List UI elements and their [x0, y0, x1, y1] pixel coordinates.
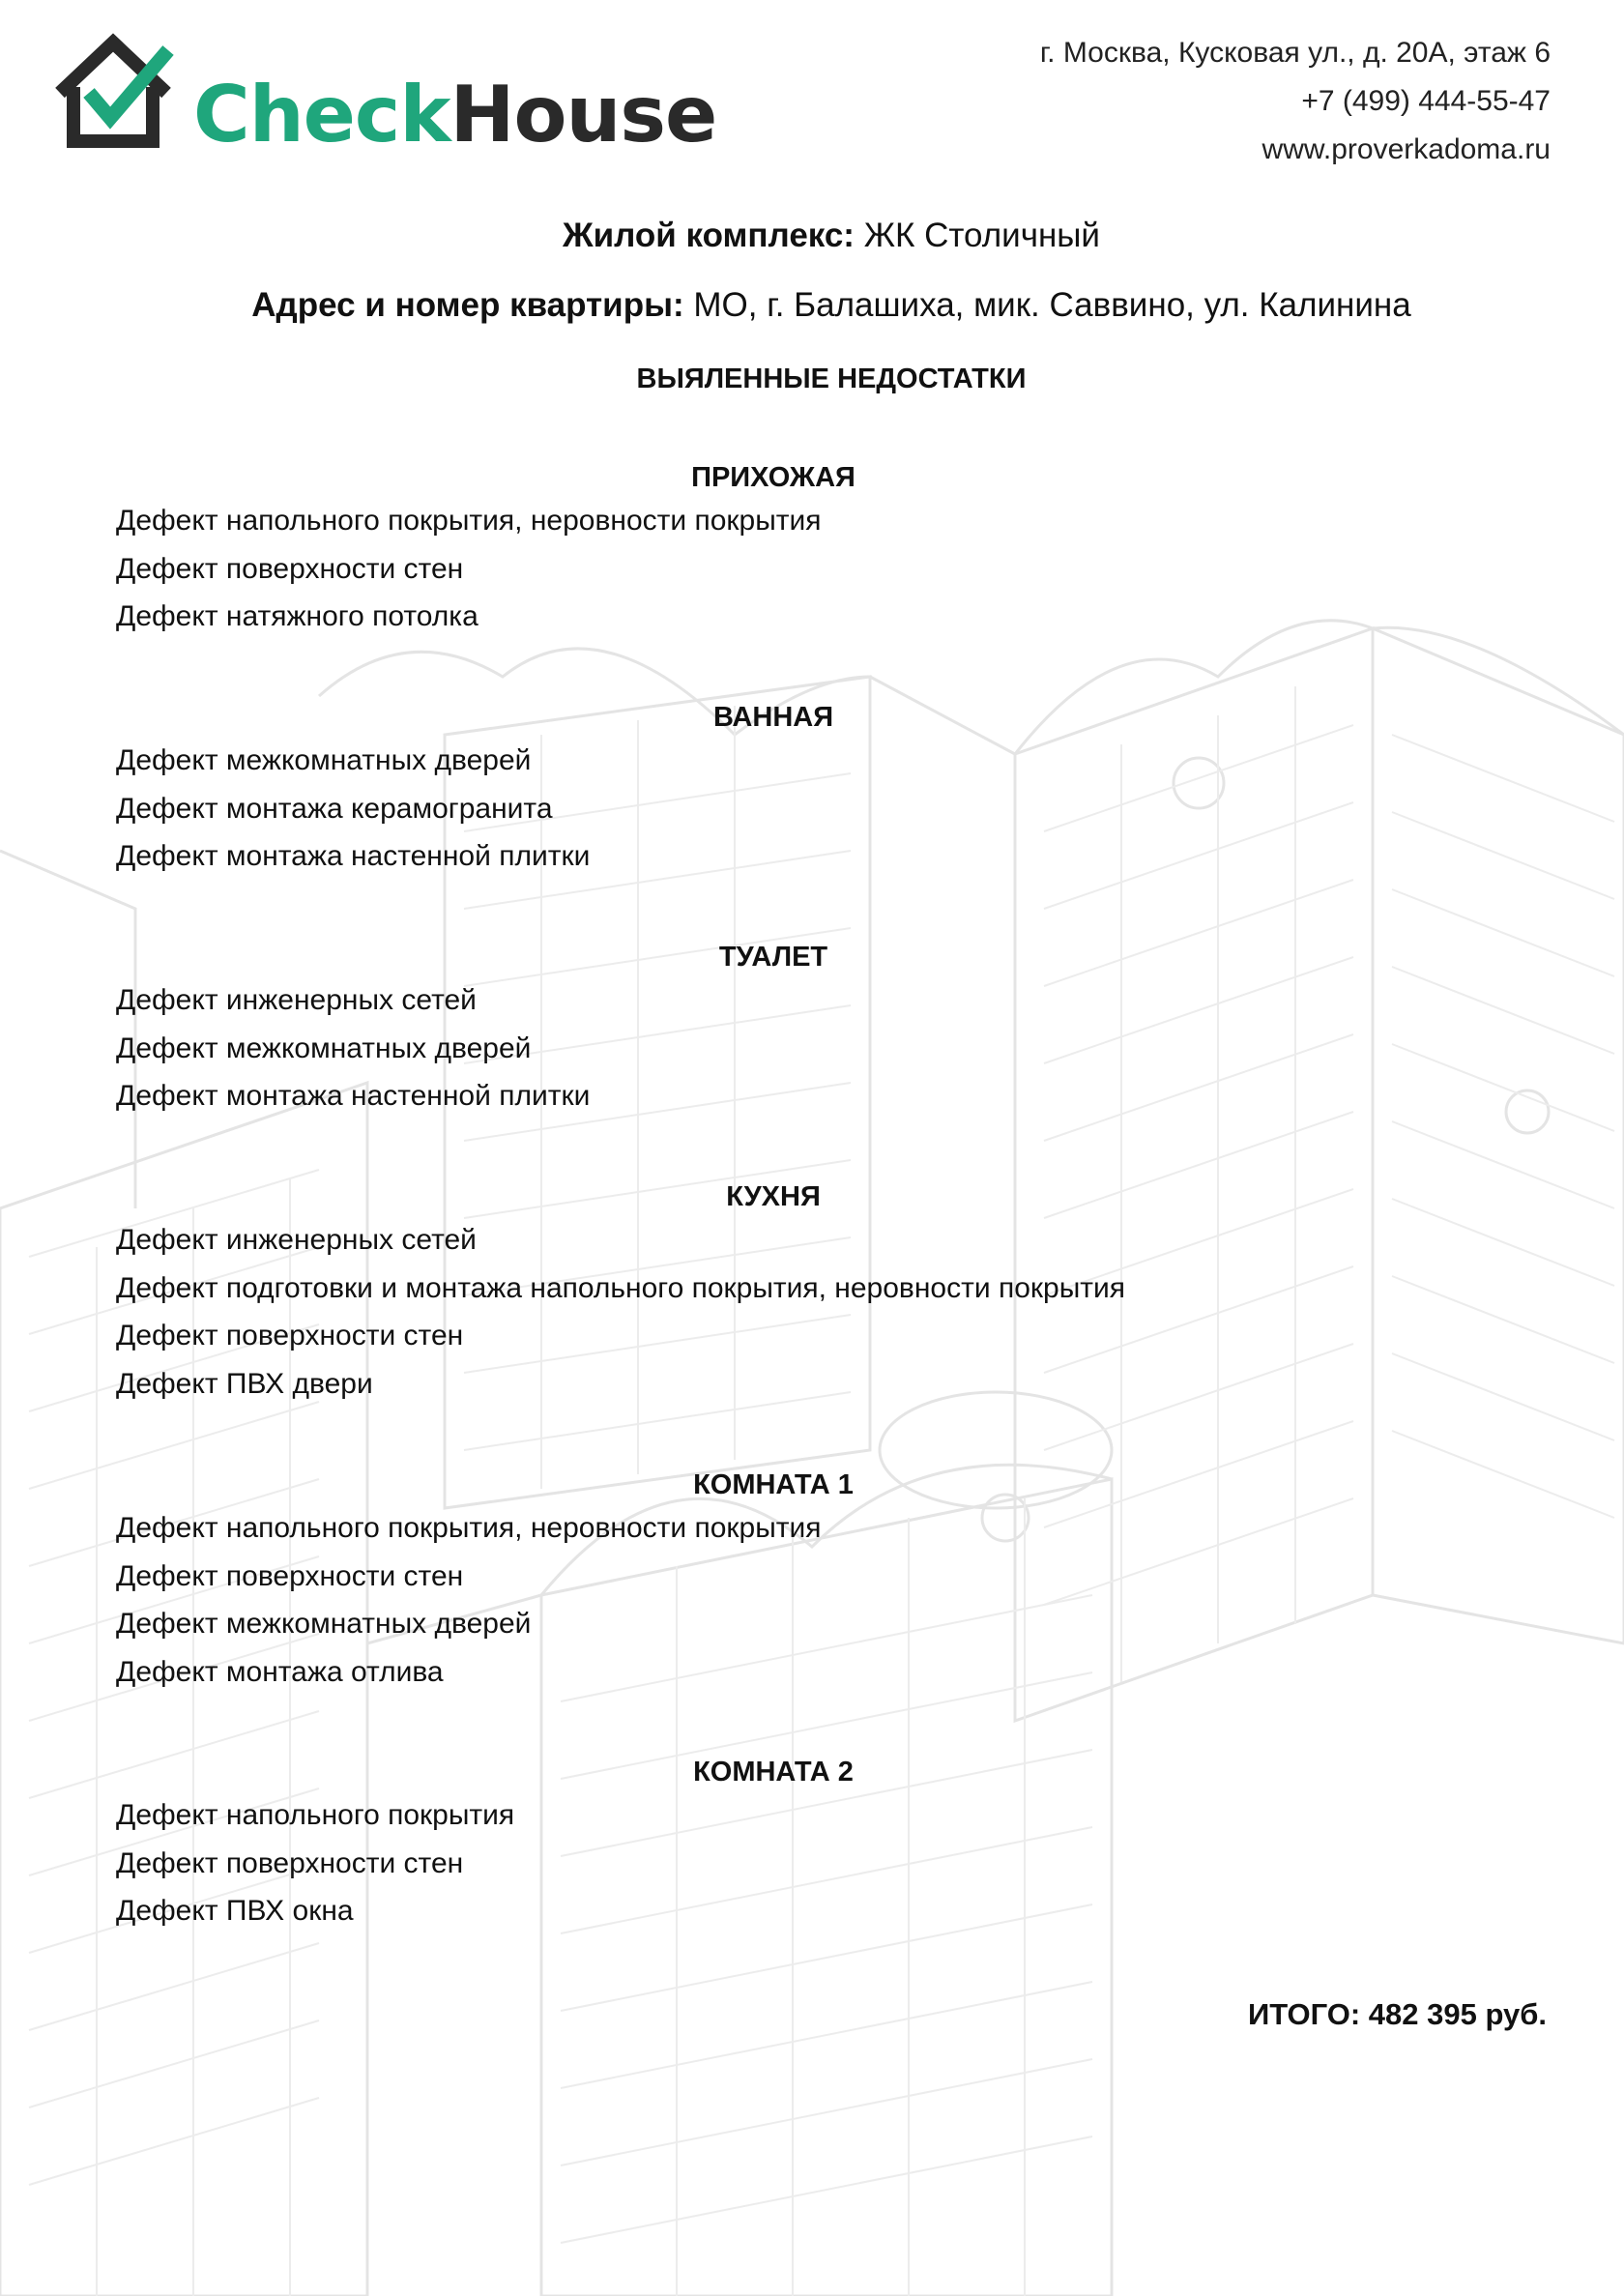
brand-name-check: Check	[193, 70, 450, 160]
defect-item: Дефект монтажа отлива	[116, 1655, 444, 1688]
brand-name	[193, 72, 716, 159]
defect-item: Дефект подготовки и монтажа напольного покрытия, неровности покрытия	[116, 1271, 1125, 1304]
defect-item: Дефект ПВХ двери	[116, 1367, 373, 1400]
defect-item: Дефект натяжного потолка	[116, 600, 478, 633]
company-address: г. Москва, Кусковая ул., д. 20А, этаж 6	[1039, 37, 1551, 69]
house-check-icon	[50, 33, 176, 154]
section-kitchen	[116, 1177, 1547, 1408]
residential-complex-line	[0, 215, 1624, 257]
section-bathroom	[116, 698, 1547, 881]
section-room-1	[116, 1466, 1547, 1696]
company-phone: +7 (499) 444-55-47	[1301, 85, 1551, 117]
section-hallway	[116, 458, 1547, 641]
defect-item: Дефект межкомнатных дверей	[116, 1608, 532, 1641]
defect-item: Дефект монтажа керамогранита	[116, 792, 553, 825]
contact-block	[1040, 29, 1551, 174]
defect-item: Дефект поверхности стен	[116, 1320, 464, 1352]
apartment-address-label: Адрес и номер квартиры:	[251, 286, 684, 324]
defect-item: Дефект поверхности стен	[116, 1846, 464, 1879]
defect-item: Дефект инженерных сетей	[116, 1224, 477, 1256]
defect-item: Дефект монтажа настенной плитки	[116, 840, 591, 873]
defect-item: Дефект инженерных сетей	[116, 984, 477, 1016]
defects-heading: ВЫЯЛЕННЫЕ НЕДОСТАТКИ	[636, 363, 1027, 394]
checkhouse-logo	[50, 33, 717, 160]
apartment-address-value: МО, г. Балашиха, мик. Саввино, ул. Калинина	[693, 286, 1411, 324]
section-title: ВАННАЯ	[712, 702, 834, 733]
defect-item: Дефект монтажа настенной плитки	[116, 1080, 591, 1113]
section-title: КУХНЯ	[726, 1181, 821, 1212]
defect-item: Дефект напольного покрытия	[116, 1799, 515, 1831]
section-title: КОМНАТА 1	[693, 1469, 854, 1500]
company-website: www.proverkadoma.ru	[1262, 133, 1551, 165]
defect-item: Дефект напольного покрытия, неровности покрытия	[116, 1512, 822, 1544]
section-room-2	[116, 1753, 1547, 1935]
defect-item: Дефект межкомнатных дверей	[116, 744, 532, 776]
apartment-address-line	[0, 284, 1624, 327]
section-title: КОМНАТА 2	[693, 1757, 854, 1787]
defect-item: Дефект поверхности стен	[116, 552, 464, 585]
residential-complex-label: Жилой комплекс:	[563, 217, 855, 254]
total-amount: ИТОГО: 482 395 руб.	[1248, 1997, 1547, 2031]
residential-complex-value: ЖК Столичный	[863, 217, 1100, 254]
brand-name-house: House	[450, 70, 717, 160]
defect-item: Дефект поверхности стен	[116, 1559, 464, 1592]
section-toilet	[116, 938, 1547, 1120]
defect-item: Дефект ПВХ окна	[116, 1895, 354, 1928]
section-title: ТУАЛЕТ	[718, 942, 828, 973]
defect-item: Дефект межкомнатных дверей	[116, 1032, 532, 1064]
defect-item: Дефект напольного покрытия, неровности покрытия	[116, 505, 822, 537]
section-title: ПРИХОЖАЯ	[691, 462, 856, 493]
